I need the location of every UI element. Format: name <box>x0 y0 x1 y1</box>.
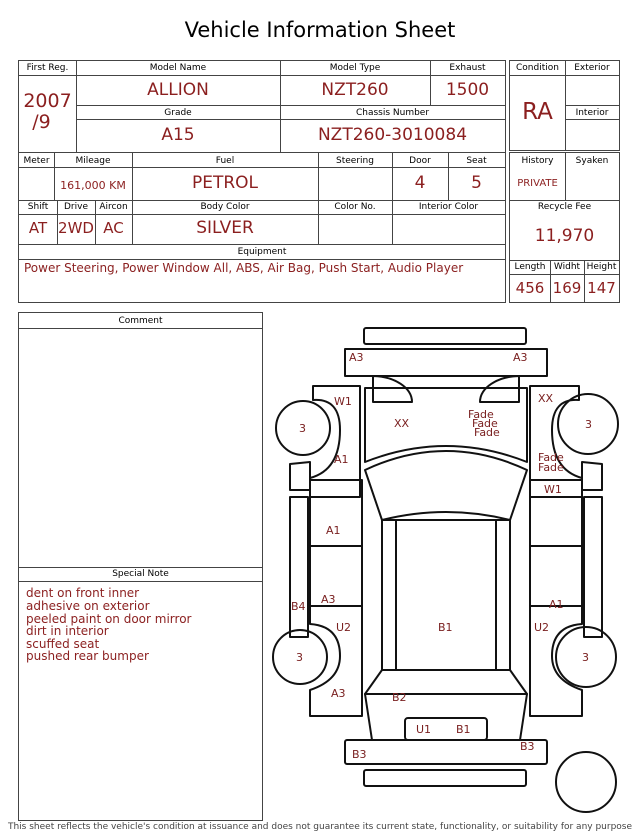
fuel-label: Fuel <box>215 156 235 166</box>
recycle-fee-value: 11,970 <box>534 226 595 246</box>
model-name-value: ALLION <box>147 80 209 100</box>
mark-b1-roof: B1 <box>438 621 453 634</box>
length-label: Length <box>514 262 546 272</box>
first-reg-month: /9 <box>32 111 51 133</box>
meter-label: Meter <box>23 156 50 166</box>
right-rear-door <box>530 546 582 606</box>
comment-label: Comment <box>118 316 163 326</box>
left-rear-door <box>310 546 362 606</box>
model-type-label: Model Type <box>329 63 381 73</box>
body-color-label: Body Color <box>200 202 250 212</box>
color-no-label: Color No. <box>334 202 376 212</box>
height-value: 147 <box>587 279 616 297</box>
mark-a1-right-rear-door: A1 <box>549 598 564 611</box>
fuel-value: PETROL <box>191 173 259 193</box>
mark-b4-left: B4 <box>291 600 306 613</box>
door-label: Door <box>409 156 431 166</box>
mark-fade: Fade <box>472 417 498 430</box>
aircon-value: AC <box>103 219 124 237</box>
mark-u2-right: U2 <box>534 621 550 634</box>
recycle-fee-label: Recycle Fee <box>537 202 592 212</box>
grade-label: Grade <box>164 108 192 118</box>
aircon-label: Aircon <box>99 202 128 212</box>
mark-a1-left-door: A1 <box>326 524 341 537</box>
height-label: Height <box>586 262 617 272</box>
mark-wheel-fr: 3 <box>585 418 592 431</box>
grade-value: A15 <box>161 125 195 145</box>
exhaust-label: Exhaust <box>449 63 486 73</box>
condition-value: RA <box>522 99 553 125</box>
mark-fade: Fade <box>538 461 564 474</box>
mark-xx-hood: XX <box>394 417 410 430</box>
rear-bumper-lower <box>364 770 526 786</box>
shift-label: Shift <box>27 202 49 212</box>
equipment-value: Power Steering, Power Window All, ABS, Air Bag, Push Start, Audio Player <box>24 261 464 275</box>
shift-value: AT <box>28 219 48 237</box>
mileage-label: Mileage <box>75 156 111 166</box>
equipment-label: Equipment <box>237 247 287 257</box>
width-value: 169 <box>552 279 582 297</box>
mark-u1-trunk: U1 <box>416 723 432 736</box>
special-note-item: dirt in interior <box>26 624 109 638</box>
special-note-item: peeled paint on door mirror <box>26 612 192 626</box>
first-reg-year: 2007 <box>23 90 72 112</box>
condition-label: Condition <box>516 63 559 73</box>
mark-w1-left: W1 <box>334 395 352 408</box>
special-note-label: Special Note <box>112 569 169 579</box>
mark-fade: Fade <box>538 451 564 464</box>
mark-a3-front-right: A3 <box>513 351 528 364</box>
drive-value: 2WD <box>58 219 94 237</box>
mark-a3-left-rear-door: A3 <box>321 593 336 606</box>
rear-bumper <box>345 740 547 764</box>
rear-glass <box>365 670 527 694</box>
chassis-label: Chassis Number <box>355 108 430 118</box>
mark-b1-trunk: B1 <box>456 723 471 736</box>
steering-label: Steering <box>336 156 374 166</box>
special-note-item: adhesive on exterior <box>26 599 150 613</box>
length-value: 456 <box>515 279 545 297</box>
footer-disclaimer: This sheet reflects the vehicle's condition at issuance and does not guarantee its current state, functionality, or suitability for any purpose <box>7 822 633 832</box>
mark-b3-right: B3 <box>520 740 535 753</box>
right-mirror <box>582 462 602 490</box>
mark-wheel-fl: 3 <box>299 422 306 435</box>
model-type-value: NZT260 <box>321 80 389 100</box>
mark-wheel-rl: 3 <box>296 651 303 664</box>
mark-fade: Fade <box>474 426 500 439</box>
exhaust-value: 1500 <box>445 80 490 100</box>
syaken-label: Syaken <box>575 156 609 166</box>
chassis-value: NZT260-3010084 <box>317 125 468 145</box>
sheet-title: Vehicle Information Sheet <box>184 18 456 42</box>
interior-color-label: Interior Color <box>418 202 479 212</box>
body-color-value: SILVER <box>196 218 254 238</box>
seat-value: 5 <box>471 173 482 193</box>
special-note-item: scuffed seat <box>26 637 100 651</box>
front-bumper <box>364 328 526 344</box>
door-value: 4 <box>414 173 426 193</box>
width-label: Widht <box>553 262 581 272</box>
special-note-item: dent on front inner <box>26 586 140 600</box>
mark-a1-left-fender: A1 <box>334 453 349 466</box>
mark-b3-left: B3 <box>352 748 367 761</box>
mark-wheel-rr: 3 <box>582 651 589 664</box>
windshield <box>365 451 527 520</box>
drive-label: Drive <box>64 202 88 212</box>
history-value: PRIVATE <box>517 178 558 189</box>
exterior-label: Exterior <box>574 63 610 73</box>
mileage-value: 161,000 KM <box>60 179 126 192</box>
mark-fade: Fade <box>468 408 494 421</box>
roof <box>382 520 510 670</box>
mark-a3-left-quarter: A3 <box>331 687 346 700</box>
mark-a3-front-left: A3 <box>349 351 364 364</box>
seat-label: Seat <box>466 156 487 166</box>
mark-w1-right: W1 <box>544 483 562 496</box>
spare-wheel <box>556 752 616 812</box>
mark-b2-rear-glass: B2 <box>392 691 407 704</box>
first-reg-label: First Reg. <box>26 63 69 73</box>
left-mirror <box>290 462 310 490</box>
mark-u2-left: U2 <box>336 621 352 634</box>
interior-label: Interior <box>575 108 609 118</box>
model-name-label: Model Name <box>149 63 207 73</box>
mark-xx-right: XX <box>538 392 554 405</box>
left-rocker <box>290 497 308 637</box>
right-rocker <box>584 497 602 637</box>
special-note-item: pushed rear bumper <box>26 649 149 663</box>
history-label: History <box>521 156 554 166</box>
